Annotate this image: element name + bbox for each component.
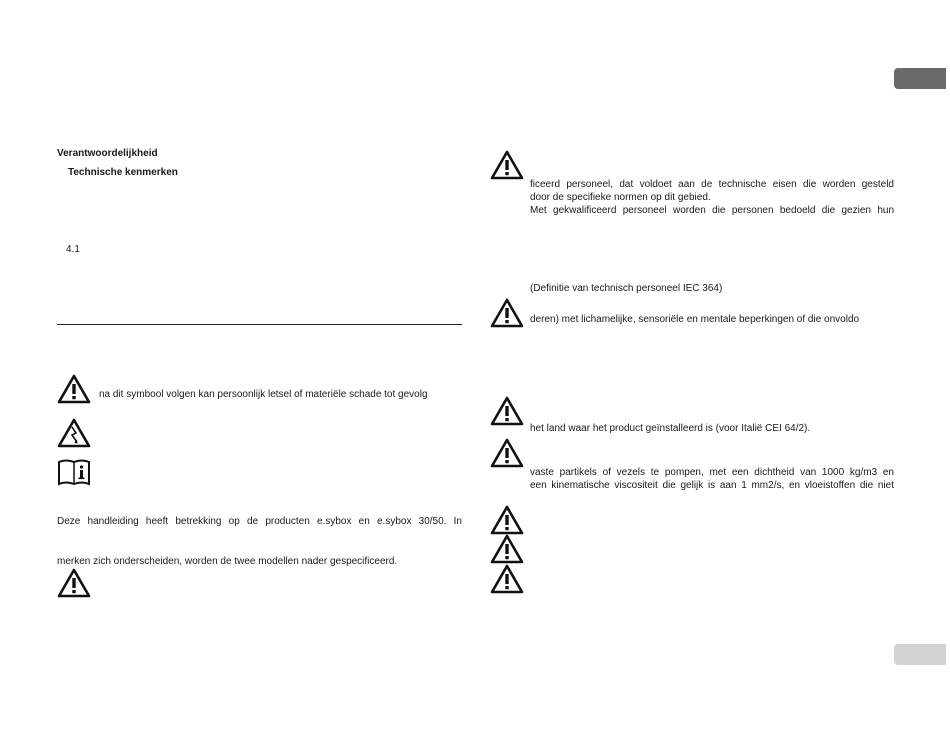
warning-triangle-icon bbox=[490, 534, 524, 564]
personnel-text-line-2: door de specifieke normen op dit gebied. bbox=[530, 192, 711, 203]
warning-triangle-icon bbox=[57, 568, 91, 598]
chapter-tab-active bbox=[894, 68, 946, 89]
warning-triangle-icon bbox=[490, 564, 524, 594]
electric-hazard-icon bbox=[57, 418, 91, 448]
country-text: het land waar het product geïnstalleerd is (voor Italië CEI 64/2). bbox=[530, 423, 811, 434]
particles-text-line-2: een kinematische viscositeit die gelijk is aan 1 mm2/s, en vloeistoffen die niet bbox=[530, 480, 894, 491]
definition-text: (Definitie van technisch personeel IEC 364) bbox=[530, 283, 723, 294]
heading-technical-features: Technische kenmerken bbox=[68, 167, 178, 178]
warning-triangle-icon bbox=[490, 505, 524, 535]
warning-triangle-icon bbox=[490, 150, 524, 180]
warning-triangle-icon bbox=[57, 374, 91, 404]
children-text: deren) met lichamelijke, sensoriële en mentale beperkingen of die onvoldo bbox=[530, 314, 860, 325]
section-number: 4.1 bbox=[66, 244, 80, 255]
manual-text-line-1: Deze handleiding heeft betrekking op de producten e.sybox en e.sybox 30/50. In bbox=[57, 516, 462, 527]
chapter-tab-inactive bbox=[894, 644, 946, 665]
particles-text-line-1: vaste partikels of vezels te pompen, met een dichtheid van 1000 kg/m3 en bbox=[530, 467, 894, 478]
personnel-text-line-1: ficeerd personeel, dat voldoet aan de technische eisen die worden gesteld bbox=[530, 179, 894, 190]
personnel-text-line-3: Met gekwalificeerd personeel worden die personen bedoeld die gezien hun bbox=[530, 205, 894, 216]
warning-triangle-icon bbox=[490, 438, 524, 468]
heading-responsibility: Verantwoordelijkheid bbox=[57, 148, 158, 159]
warning-triangle-icon bbox=[490, 396, 524, 426]
section-divider bbox=[57, 324, 462, 325]
warning-text: na dit symbool volgen kan persoonlijk letsel of materiële schade tot gevolg bbox=[99, 389, 428, 400]
read-manual-icon bbox=[57, 457, 91, 487]
warning-triangle-icon bbox=[490, 298, 524, 328]
manual-text-line-2: merken zich onderscheiden, worden de twee modellen nader gespecificeerd. bbox=[57, 556, 398, 567]
